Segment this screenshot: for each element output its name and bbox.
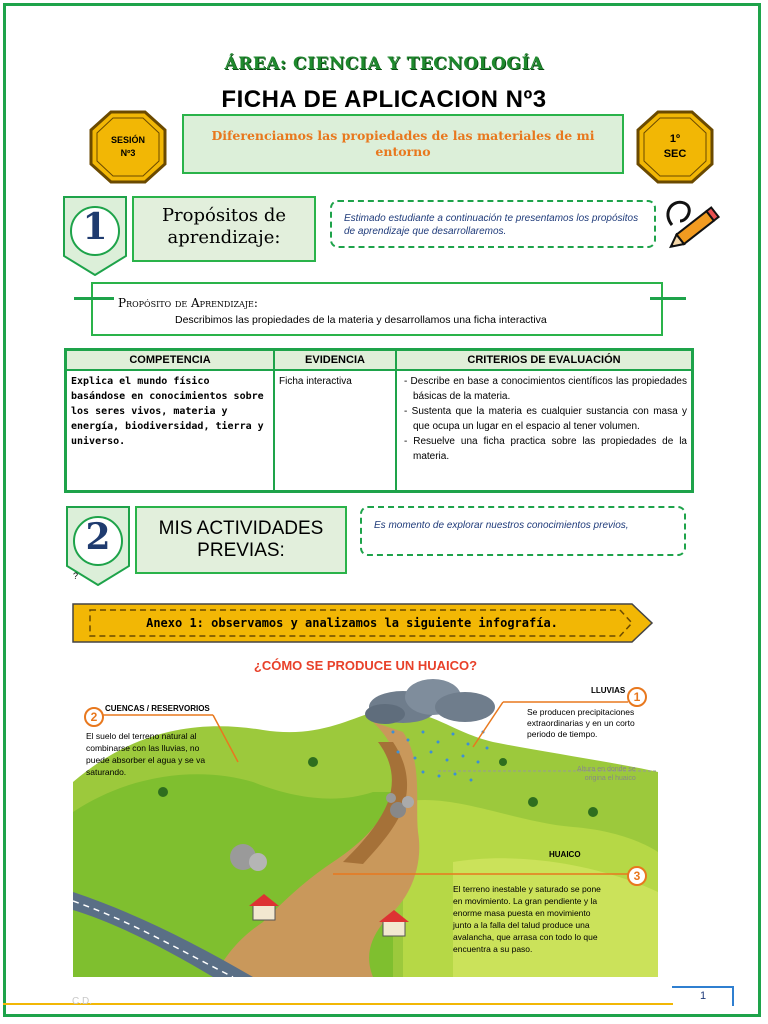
grade-badge bbox=[636, 110, 714, 184]
lluvias-line: Se producen precipitaciones bbox=[527, 707, 635, 717]
page-title: FICHA DE APLICACION Nº3 bbox=[221, 86, 547, 113]
huaico-line: encuentra a su paso. bbox=[453, 944, 533, 954]
criterio-item: - Sustenta que la materia es cualquier sustancia con masa y que ocupa un lugar en el espacio al tener volumen. bbox=[404, 406, 687, 432]
altura-line: Altura en donde se bbox=[577, 766, 636, 773]
huaico-line: enorme masa puesta en movimiento bbox=[453, 908, 591, 918]
section-1-note-box bbox=[330, 200, 656, 248]
huaico-line: junto a la falla del talud produce una bbox=[453, 920, 590, 930]
competency-table bbox=[64, 348, 694, 493]
huaico-text bbox=[453, 883, 601, 955]
criterio-item: - Describe en base a conocimientos científicos las propiedades básicas de la materia. bbox=[404, 376, 687, 402]
table-header: EVIDENCIA bbox=[274, 350, 396, 371]
purpose-rule-right bbox=[650, 297, 686, 300]
huaico-number: 3 bbox=[627, 866, 647, 886]
cuencas-line: combinarse con las lluvias, no bbox=[86, 743, 200, 753]
purpose-title: Propósito de Aprendizaje: bbox=[118, 296, 258, 310]
huaico-infographic bbox=[73, 652, 658, 977]
footer-cd: C.D. bbox=[72, 996, 92, 1007]
cuencas-number: 2 bbox=[84, 707, 104, 727]
lluvias-title: LLUVIAS bbox=[591, 686, 626, 695]
section-2-heading: MIS ACTIVIDADES PREVIAS: bbox=[158, 518, 324, 561]
lluvias-line: extraordinarias y en un corto bbox=[527, 718, 635, 728]
competencia-cell: Explica el mundo físico basándose en conocimientos sobre los seres vivos, materia y energía, biodiversidad, tierra y universo. bbox=[66, 370, 275, 492]
section-1-badge bbox=[63, 196, 127, 276]
table-header: COMPETENCIA bbox=[66, 350, 275, 371]
section-1-note: Estimado estudiante a continuación te presentamos los propósitos de aprendizaje que desarrollaremos. bbox=[344, 213, 639, 237]
criterio-item: - Resuelve una ficha practica sobre las propiedades de la materia. bbox=[404, 436, 687, 462]
purpose-text: Describimos las propiedades de la materia y desarrollamos una ficha interactiva bbox=[175, 314, 547, 326]
footer-rule bbox=[3, 1003, 673, 1005]
session-title: Diferenciamos las propiedades de las materiales de mi entorno bbox=[211, 128, 595, 159]
cuencas-text bbox=[86, 730, 205, 778]
section-1-number: 1 bbox=[82, 206, 108, 248]
section-2-note: Es momento de explorar nuestros conocimientos previos, bbox=[374, 520, 629, 531]
session-label: SESIÓN bbox=[110, 135, 145, 145]
session-badge bbox=[89, 110, 167, 184]
lluvias-number: 1 bbox=[627, 687, 647, 707]
huaico-line: en movimiento. La gran pendiente y la bbox=[453, 896, 598, 906]
grade-label: 1º bbox=[669, 133, 681, 145]
cuencas-title: CUENCAS / RESERVORIOS bbox=[105, 704, 210, 713]
area-heading: ÁREA: CIENCIA Y TECNOLOGÍA bbox=[224, 54, 544, 74]
cuencas-line: El suelo del terreno natural al bbox=[86, 731, 197, 741]
page-number: 1 bbox=[700, 990, 707, 1002]
table-row bbox=[66, 370, 693, 492]
table-header-row bbox=[66, 350, 693, 371]
cuencas-line: saturando. bbox=[86, 767, 127, 777]
table-header: CRITERIOS DE EVALUACIÓN bbox=[396, 350, 693, 371]
grade-sub: SEC bbox=[663, 148, 687, 160]
cuencas-line: puede absorber el agua y se va bbox=[86, 755, 206, 765]
section-1-heading: Propósitos de aprendizaje: bbox=[161, 205, 287, 248]
section-2-number: 2 bbox=[85, 516, 111, 558]
lluvias-text bbox=[527, 707, 635, 740]
criterios-cell bbox=[396, 370, 693, 492]
anexo-banner bbox=[72, 603, 654, 643]
anexo-text: Anexo 1: observamos y analizamos la siguiente infografía. bbox=[146, 616, 558, 630]
section-2-marker: ? bbox=[73, 571, 79, 581]
evidencia-cell: Ficha interactiva bbox=[274, 370, 396, 492]
pencil-icon bbox=[658, 195, 728, 255]
altura-line: origina el huaico bbox=[584, 775, 636, 782]
altura-note bbox=[577, 765, 636, 783]
session-number: Nº3 bbox=[120, 148, 136, 158]
session-title-box bbox=[182, 114, 624, 174]
huaico-line: avalancha, que arrasa con todo lo que bbox=[453, 932, 598, 942]
purpose-rule-left bbox=[74, 297, 114, 300]
huaico-line: El terreno inestable y saturado se pone bbox=[453, 884, 601, 894]
infographic-title: ¿CÓMO SE PRODUCE UN HUAICO? bbox=[253, 658, 478, 673]
section-2-heading-box bbox=[135, 506, 347, 574]
section-1-heading-box bbox=[132, 196, 316, 262]
lluvias-line: periodo de tiempo. bbox=[527, 729, 598, 739]
huaico-title: HUAICO bbox=[549, 850, 581, 859]
section-2-note-box bbox=[360, 506, 686, 556]
